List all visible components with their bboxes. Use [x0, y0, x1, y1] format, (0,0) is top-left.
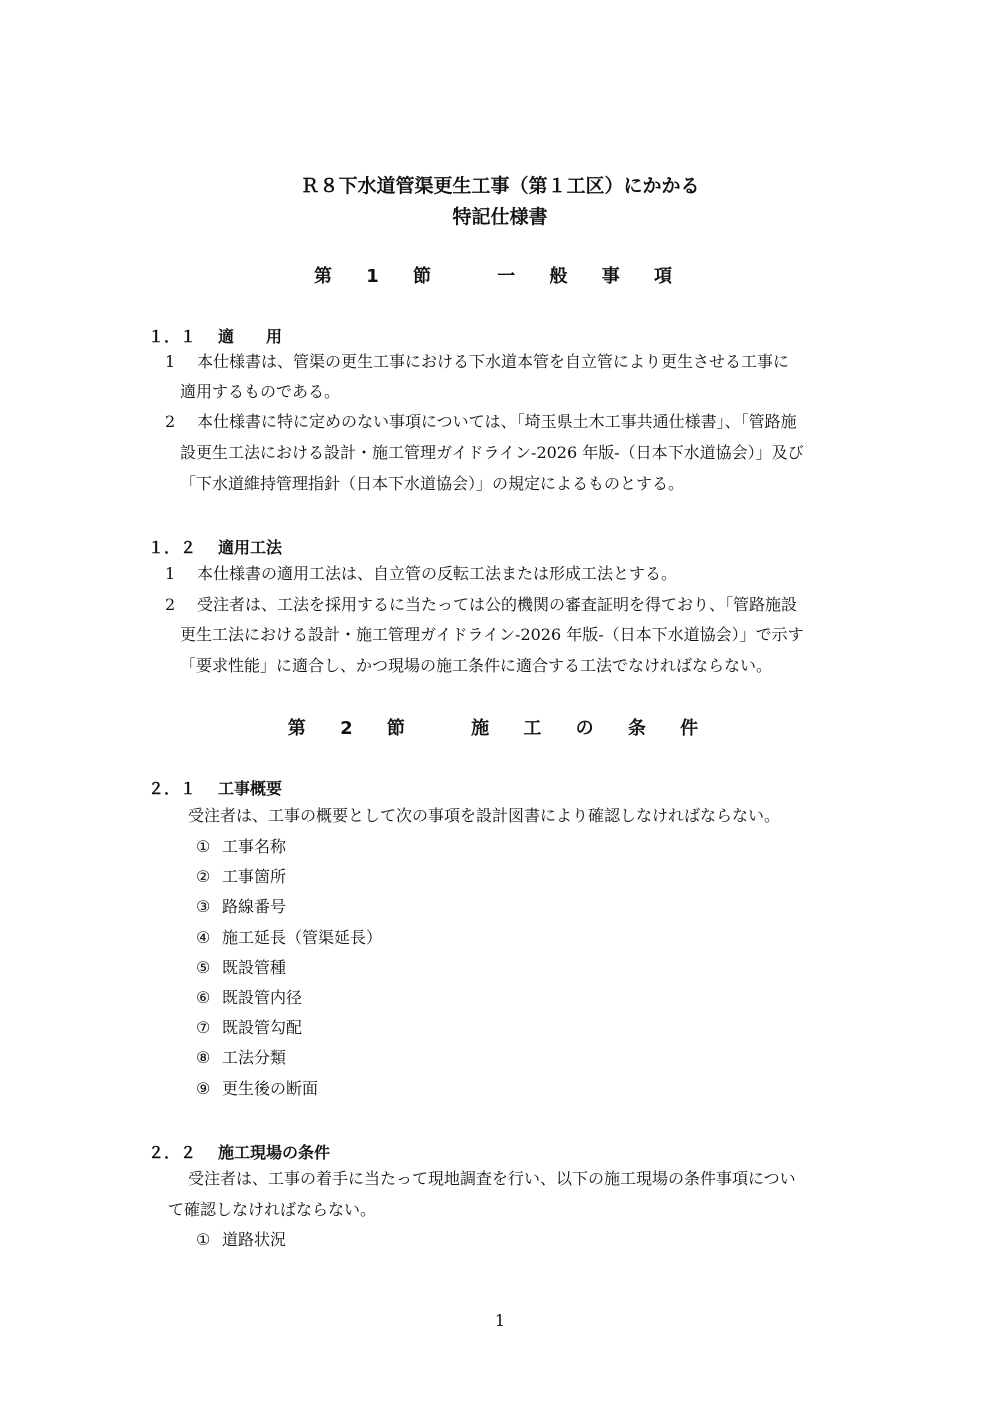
subsection-title: 施工現場の条件 — [218, 1143, 331, 1162]
subsection-1-1-heading — [148, 324, 282, 347]
subsection-title: 工事概要 — [218, 779, 283, 798]
enumerated-item: ⑨ 更生後の断面 — [196, 1079, 319, 1098]
document-title-line1: Ｒ８下水道管渠更生工事（第１工区）にかかる — [300, 175, 700, 197]
list-item: 2 本仕様書に特に定めのない事項については、「埼玉県土木工事共通仕様書」、「管路施 — [165, 412, 797, 431]
list-item-continuation: 「下水道維持管理指針（日本下水道協会）」の規定によるものとする。 — [180, 474, 685, 493]
subsection-2-1-heading — [148, 776, 282, 799]
subsection-2-2-heading — [148, 1140, 330, 1163]
enumerated-item: ⑤ 既設管種 — [196, 958, 287, 977]
list-item: 2 受注者は、工法を採用するに当たっては公的機関の審査証明を得ており、「管路施設 — [165, 595, 798, 614]
page-number: 1 — [494, 1311, 506, 1330]
enumerated-item: ① 道路状況 — [196, 1230, 287, 1249]
list-item-continuation: 更生工法における設計・施工管理ガイドライン-2026 年版-（日本下水道協会）」で示す — [180, 625, 804, 644]
paragraph-continuation: て確認しなければならない。 — [168, 1200, 377, 1219]
enumerated-item: ④ 施工延長（管渠延長） — [196, 928, 383, 947]
document-title-line2: 特記仕様書 — [452, 206, 548, 228]
enumerated-item: ⑥ 既設管内径 — [196, 988, 303, 1007]
subsection-number: １．１ — [148, 327, 197, 346]
section-1-heading: 第 1 節 一 般 事 項 — [313, 266, 687, 287]
list-item: 1 本仕様書は、管渠の更生工事における下水道本管を自立管により更生させる工事に — [165, 352, 790, 371]
list-item-continuation: 「要求性能」に適合し、かつ現場の施工条件に適合する工法でなければならない。 — [180, 656, 773, 675]
paragraph: 受注者は、工事の着手に当たって現地調査を行い、以下の施工現場の条件事項につい — [188, 1169, 796, 1188]
subsection-number: １．２ — [148, 538, 197, 557]
paragraph: 受注者は、工事の概要として次の事項を設計図書により確認しなければならない。 — [188, 806, 781, 825]
list-item-continuation: 適用するものである。 — [180, 382, 341, 401]
section-2-heading: 第 2 節 施 工 の 条 件 — [287, 718, 713, 739]
enumerated-item: ② 工事箇所 — [196, 867, 287, 886]
enumerated-item: ① 工事名称 — [196, 837, 287, 856]
enumerated-item: ⑦ 既設管勾配 — [196, 1018, 303, 1037]
enumerated-item: ⑧ 工法分類 — [196, 1048, 287, 1067]
subsection-title: 適用工法 — [218, 538, 283, 557]
list-item-continuation: 設更生工法における設計・施工管理ガイドライン-2026 年版-（日本下水道協会）」及び — [180, 443, 804, 462]
subsection-title: 適 用 — [218, 327, 283, 346]
subsection-number: ２．２ — [148, 1143, 197, 1162]
subsection-number: ２．１ — [148, 779, 197, 798]
subsection-1-2-heading — [148, 535, 282, 558]
enumerated-item: ③ 路線番号 — [196, 897, 287, 916]
list-item: 1 本仕様書の適用工法は、自立管の反転工法または形成工法とする。 — [165, 564, 678, 583]
